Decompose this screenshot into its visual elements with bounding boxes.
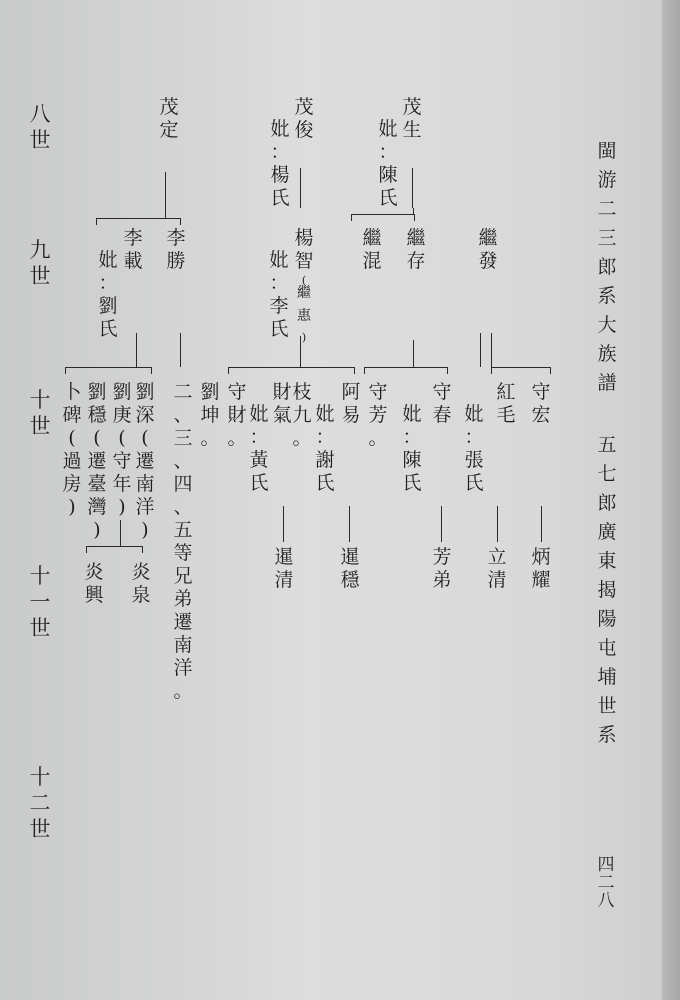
person-liugeng-char: 劉 — [112, 381, 132, 403]
spouse-li-char: 氏 — [269, 318, 289, 340]
spouse-huang-char: 妣 — [249, 403, 269, 425]
person-ayi — [337, 383, 365, 429]
person-fangdi-char: 弟 — [432, 569, 452, 591]
brothers-note-char: 二 — [173, 381, 193, 403]
person-liugeng-char: ) — [118, 496, 126, 518]
spouse-chen-1-char: 陳 — [378, 164, 398, 186]
spouse-chen-2-char: ： — [402, 426, 422, 448]
person-shouhong — [527, 383, 555, 429]
spouse-huang-char: 氏 — [249, 472, 269, 494]
spouse-chen-1-char: 氏 — [378, 187, 398, 209]
section-title-char: 陽 — [597, 608, 617, 630]
person-hongmao — [492, 383, 520, 429]
person-yanxing — [80, 563, 108, 609]
person-shouchun — [428, 383, 456, 429]
brothers-note-char: 、 — [173, 404, 193, 426]
person-bingyao — [527, 548, 555, 594]
section-title-char: 郎 — [597, 492, 617, 514]
page-edge — [662, 0, 680, 1000]
person-lisheng — [162, 229, 190, 275]
brothers-note-char: 。 — [173, 680, 193, 702]
section-title-char: 埔 — [597, 666, 617, 688]
person-liuwen-char: ( — [93, 427, 101, 449]
tree-bracket — [364, 367, 448, 374]
person-shoufang — [364, 383, 392, 452]
person-liushen-char: ( — [141, 427, 149, 449]
person-liuwen — [83, 383, 111, 544]
section-title-char: 七 — [597, 463, 617, 485]
book-title-char: 游 — [597, 169, 617, 191]
tree-line — [497, 506, 498, 542]
person-xianwen-char: 穩 — [340, 569, 360, 591]
spouse-chen-1-char: 妣 — [378, 118, 398, 140]
spouse-liu — [94, 251, 122, 343]
brothers-note-char: 四 — [173, 473, 193, 495]
person-shoucai-char: 財 — [227, 404, 247, 426]
person-maosheng — [398, 98, 426, 144]
brothers-note-char: 南 — [173, 634, 193, 656]
spouse-chen-1-char: ： — [378, 141, 398, 163]
person-jicun — [402, 229, 430, 275]
tree-line — [441, 506, 442, 542]
brothers-note-char: 弟 — [173, 588, 193, 610]
generation-12-label — [22, 767, 58, 845]
person-yanxing-char: 炎 — [84, 561, 104, 583]
section-title-char: 五 — [597, 434, 617, 456]
person-maoding — [155, 98, 183, 144]
person-caiqi-char: 財 — [272, 381, 292, 403]
person-maosheng-char: 茂 — [402, 96, 422, 118]
page-number-char: 八 — [597, 891, 615, 911]
person-maojun-char: 俊 — [294, 119, 314, 141]
spouse-yang-char: 楊 — [270, 164, 290, 186]
generation-11-label-char: 世 — [29, 616, 51, 640]
spouse-huang-char: 黃 — [249, 449, 269, 471]
page-number-char: 四 — [597, 855, 615, 875]
spouse-zhang-char: 張 — [464, 449, 484, 471]
generation-9-label — [22, 240, 58, 292]
brothers-note-char: 遷 — [173, 611, 193, 633]
person-bubei-char: 卜 — [62, 381, 82, 403]
person-shoucai — [223, 383, 251, 452]
person-shouhong-char: 守 — [531, 381, 551, 403]
person-jifa-char: 發 — [478, 250, 498, 272]
tree-line — [300, 168, 301, 208]
brothers-note-char: 、 — [173, 496, 193, 518]
person-shouchun-char: 春 — [432, 404, 452, 426]
tree-line — [180, 333, 181, 367]
section-title-char: 世 — [597, 695, 617, 717]
page-number — [594, 850, 618, 911]
person-liuwen-char: 穩 — [87, 404, 107, 426]
book-title — [592, 136, 622, 397]
spouse-zhang-char: 氏 — [464, 472, 484, 494]
generation-11-label-char: 一 — [29, 590, 51, 614]
person-bubei — [58, 383, 86, 521]
person-jihun — [358, 229, 386, 275]
person-liukun — [196, 383, 224, 452]
person-bubei-char: ) — [68, 496, 76, 518]
generation-12-label-char: 世 — [29, 817, 51, 841]
tree-bracket — [86, 546, 143, 553]
person-lizai-char: 載 — [123, 250, 143, 272]
person-xianwen-char: 暹 — [340, 546, 360, 568]
person-liuwen-char: ) — [93, 519, 101, 541]
person-fangdi — [428, 548, 456, 594]
person-liukun-char: 劉 — [200, 381, 220, 403]
generation-12-label-char: 十 — [29, 765, 51, 789]
brothers-note-char: 等 — [173, 542, 193, 564]
section-title — [592, 430, 622, 749]
tree-line — [120, 520, 121, 546]
section-title-char: 系 — [597, 724, 617, 746]
person-liushen-char: 洋 — [135, 496, 155, 518]
brothers-note-char: 五 — [173, 519, 193, 541]
person-yanquan-char: 泉 — [131, 584, 151, 606]
spouse-yang — [266, 120, 294, 212]
generation-10-label-char: 十 — [29, 388, 51, 412]
brothers-note-char: 、 — [173, 450, 193, 472]
tree-line — [300, 336, 301, 367]
tree-line — [491, 333, 492, 367]
book-title-char: 二 — [597, 198, 617, 220]
person-liukun-char: 坤 — [200, 404, 220, 426]
person-fangdi-char: 芳 — [432, 546, 452, 568]
book-title-char: 族 — [597, 343, 617, 365]
person-caiqi-char: 氣 — [272, 404, 292, 426]
person-liqing — [483, 548, 511, 594]
generation-9-label-char: 世 — [29, 264, 51, 288]
person-liuwen-char: 遷 — [87, 450, 107, 472]
person-liugeng-char: ( — [118, 427, 126, 449]
tree-line — [412, 168, 413, 208]
spouse-zhang — [460, 405, 488, 497]
spouse-zhang-char: ： — [464, 426, 484, 448]
tree-bracket — [96, 218, 181, 225]
person-yangzhi: 楊 智 ( 繼 惠 ) — [294, 227, 314, 344]
book-title-char: 譜 — [597, 372, 617, 394]
person-liushen-char: ) — [141, 519, 149, 541]
person-shouchun-char: 守 — [432, 381, 452, 403]
tree-line — [136, 333, 137, 367]
tree-line — [541, 506, 542, 542]
section-title-char: 屯 — [597, 637, 617, 659]
person-yanquan — [127, 563, 155, 609]
person-shoufang-char: 。 — [368, 427, 388, 449]
book-title-char: 三 — [597, 227, 617, 249]
book-title-char: 大 — [597, 314, 617, 336]
person-liuwen-char: 灣 — [87, 496, 107, 518]
section-title-char: 東 — [597, 550, 617, 572]
spouse-yang-char: 妣 — [270, 118, 290, 140]
spouse-chen-2-char: 陳 — [402, 449, 422, 471]
person-liushen-char: 劉 — [135, 381, 155, 403]
person-zhijiu-char: 。 — [292, 427, 312, 449]
tree-bracket — [351, 214, 415, 221]
person-jicun-char: 存 — [406, 250, 426, 272]
person-bingyao-char: 耀 — [531, 569, 551, 591]
spouse-yang-char: 氏 — [270, 187, 290, 209]
person-xianqing-char: 清 — [274, 569, 294, 591]
person-jihun-char: 混 — [362, 250, 382, 272]
person-ayi-char: 易 — [341, 404, 361, 426]
spouse-chen-1 — [374, 120, 402, 212]
person-bubei-char: ( — [68, 427, 76, 449]
person-bubei-char: 碑 — [62, 404, 82, 426]
person-shoufang-char: 芳 — [368, 404, 388, 426]
person-liuwen-char: 劉 — [87, 381, 107, 403]
generation-10-label — [22, 390, 58, 442]
person-hongmao-char: 紅 — [496, 381, 516, 403]
generation-11-label — [22, 566, 58, 644]
book-title-char: 系 — [597, 285, 617, 307]
person-yanxing-char: 興 — [84, 584, 104, 606]
generation-12-label-char: 二 — [29, 791, 51, 815]
spouse-yang-char: ： — [270, 141, 290, 163]
brothers-note-char: 三 — [173, 427, 193, 449]
tree-line — [165, 212, 166, 218]
person-xianqing-char: 暹 — [274, 546, 294, 568]
person-ayi-char: 阿 — [341, 381, 361, 403]
person-maojun — [290, 98, 318, 144]
spouse-zhang-char: 妣 — [464, 403, 484, 425]
spouse-liu-char: 劉 — [98, 295, 118, 317]
spouse-xie-char: 謝 — [315, 449, 335, 471]
section-title-char: 廣 — [597, 521, 617, 543]
person-maosheng-char: 生 — [402, 119, 422, 141]
person-jifa — [474, 229, 502, 275]
spouse-liu-char: 氏 — [98, 318, 118, 340]
spouse-li-char: 李 — [269, 295, 289, 317]
brothers-note-char: 兄 — [173, 565, 193, 587]
person-maojun-char: 茂 — [294, 96, 314, 118]
person-liugeng-char: 年 — [112, 473, 132, 495]
spouse-li-char: 妣 — [269, 249, 289, 271]
person-liuwen-char: 臺 — [87, 473, 107, 495]
generation-10-label-char: 世 — [29, 414, 51, 438]
person-bingyao-char: 炳 — [531, 546, 551, 568]
book-title-char: 郎 — [597, 256, 617, 278]
person-liukun-char: 。 — [200, 427, 220, 449]
spouse-xie-char: 妣 — [315, 403, 335, 425]
person-hongmao-char: 毛 — [496, 404, 516, 426]
person-liushen-char: 南 — [135, 473, 155, 495]
person-xianwen — [336, 548, 364, 594]
person-yangzhi-note: ( — [301, 274, 307, 287]
person-liugeng-char: 守 — [112, 450, 132, 472]
section-title-char: 揭 — [597, 579, 617, 601]
person-shoufang-char: 守 — [368, 381, 388, 403]
tree-line — [480, 333, 481, 367]
tree-line — [413, 340, 414, 367]
spouse-liu-char: 妣 — [98, 249, 118, 271]
person-bubei-char: 房 — [62, 473, 82, 495]
spouse-li-char: ： — [269, 272, 289, 294]
spouse-li — [265, 251, 293, 343]
person-liqing-char: 立 — [487, 546, 507, 568]
tree-bracket — [491, 367, 551, 374]
spouse-chen-2-char: 妣 — [402, 403, 422, 425]
person-maoding-char: 茂 — [159, 96, 179, 118]
person-shoucai-char: 守 — [227, 381, 247, 403]
tree-line — [165, 172, 166, 212]
person-jihun-char: 繼 — [362, 227, 382, 249]
person-xianqing — [270, 548, 298, 594]
person-liushen-char: 遷 — [135, 450, 155, 472]
book-title-char: 閩 — [597, 140, 617, 162]
spouse-xie-char: 氏 — [315, 472, 335, 494]
brothers-note-char: 洋 — [173, 657, 193, 679]
person-liugeng — [108, 383, 136, 521]
person-liqing-char: 清 — [487, 569, 507, 591]
person-yanquan-char: 炎 — [131, 561, 151, 583]
spouse-xie-char: ： — [315, 426, 335, 448]
person-jicun-char: 繼 — [406, 227, 426, 249]
page-number-char: 二 — [597, 873, 615, 893]
person-liugeng-char: 庚 — [112, 404, 132, 426]
spouse-chen-2 — [398, 405, 426, 497]
tree-line — [283, 506, 284, 542]
person-zhijiu-char: 九 — [292, 404, 312, 426]
generation-8-label — [22, 104, 58, 156]
person-liushen-char: 深 — [135, 404, 155, 426]
person-shouhong-char: 宏 — [531, 404, 551, 426]
generation-11-label-char: 十 — [29, 564, 51, 588]
person-lizai — [119, 229, 147, 275]
person-lizai-char: 李 — [123, 227, 143, 249]
generation-8-label-char: 世 — [29, 128, 51, 152]
brothers-note — [169, 383, 197, 705]
tree-bracket — [65, 367, 152, 374]
spouse-huang-char: ： — [249, 426, 269, 448]
tree-line — [349, 506, 350, 542]
person-maoding-char: 定 — [159, 119, 179, 141]
tree-line — [413, 208, 414, 214]
generation-9-label-char: 九 — [29, 238, 51, 262]
spouse-chen-2-char: 氏 — [402, 472, 422, 494]
person-zhijiu-char: 枝 — [292, 381, 312, 403]
person-shoucai-char: 。 — [227, 427, 247, 449]
tree-bracket — [228, 367, 355, 374]
generation-8-label-char: 八 — [29, 102, 51, 126]
person-jifa-char: 繼 — [478, 227, 498, 249]
person-bubei-char: 過 — [62, 450, 82, 472]
person-lisheng-char: 李 — [166, 227, 186, 249]
person-lisheng-char: 勝 — [166, 250, 186, 272]
spouse-liu-char: ： — [98, 272, 118, 294]
